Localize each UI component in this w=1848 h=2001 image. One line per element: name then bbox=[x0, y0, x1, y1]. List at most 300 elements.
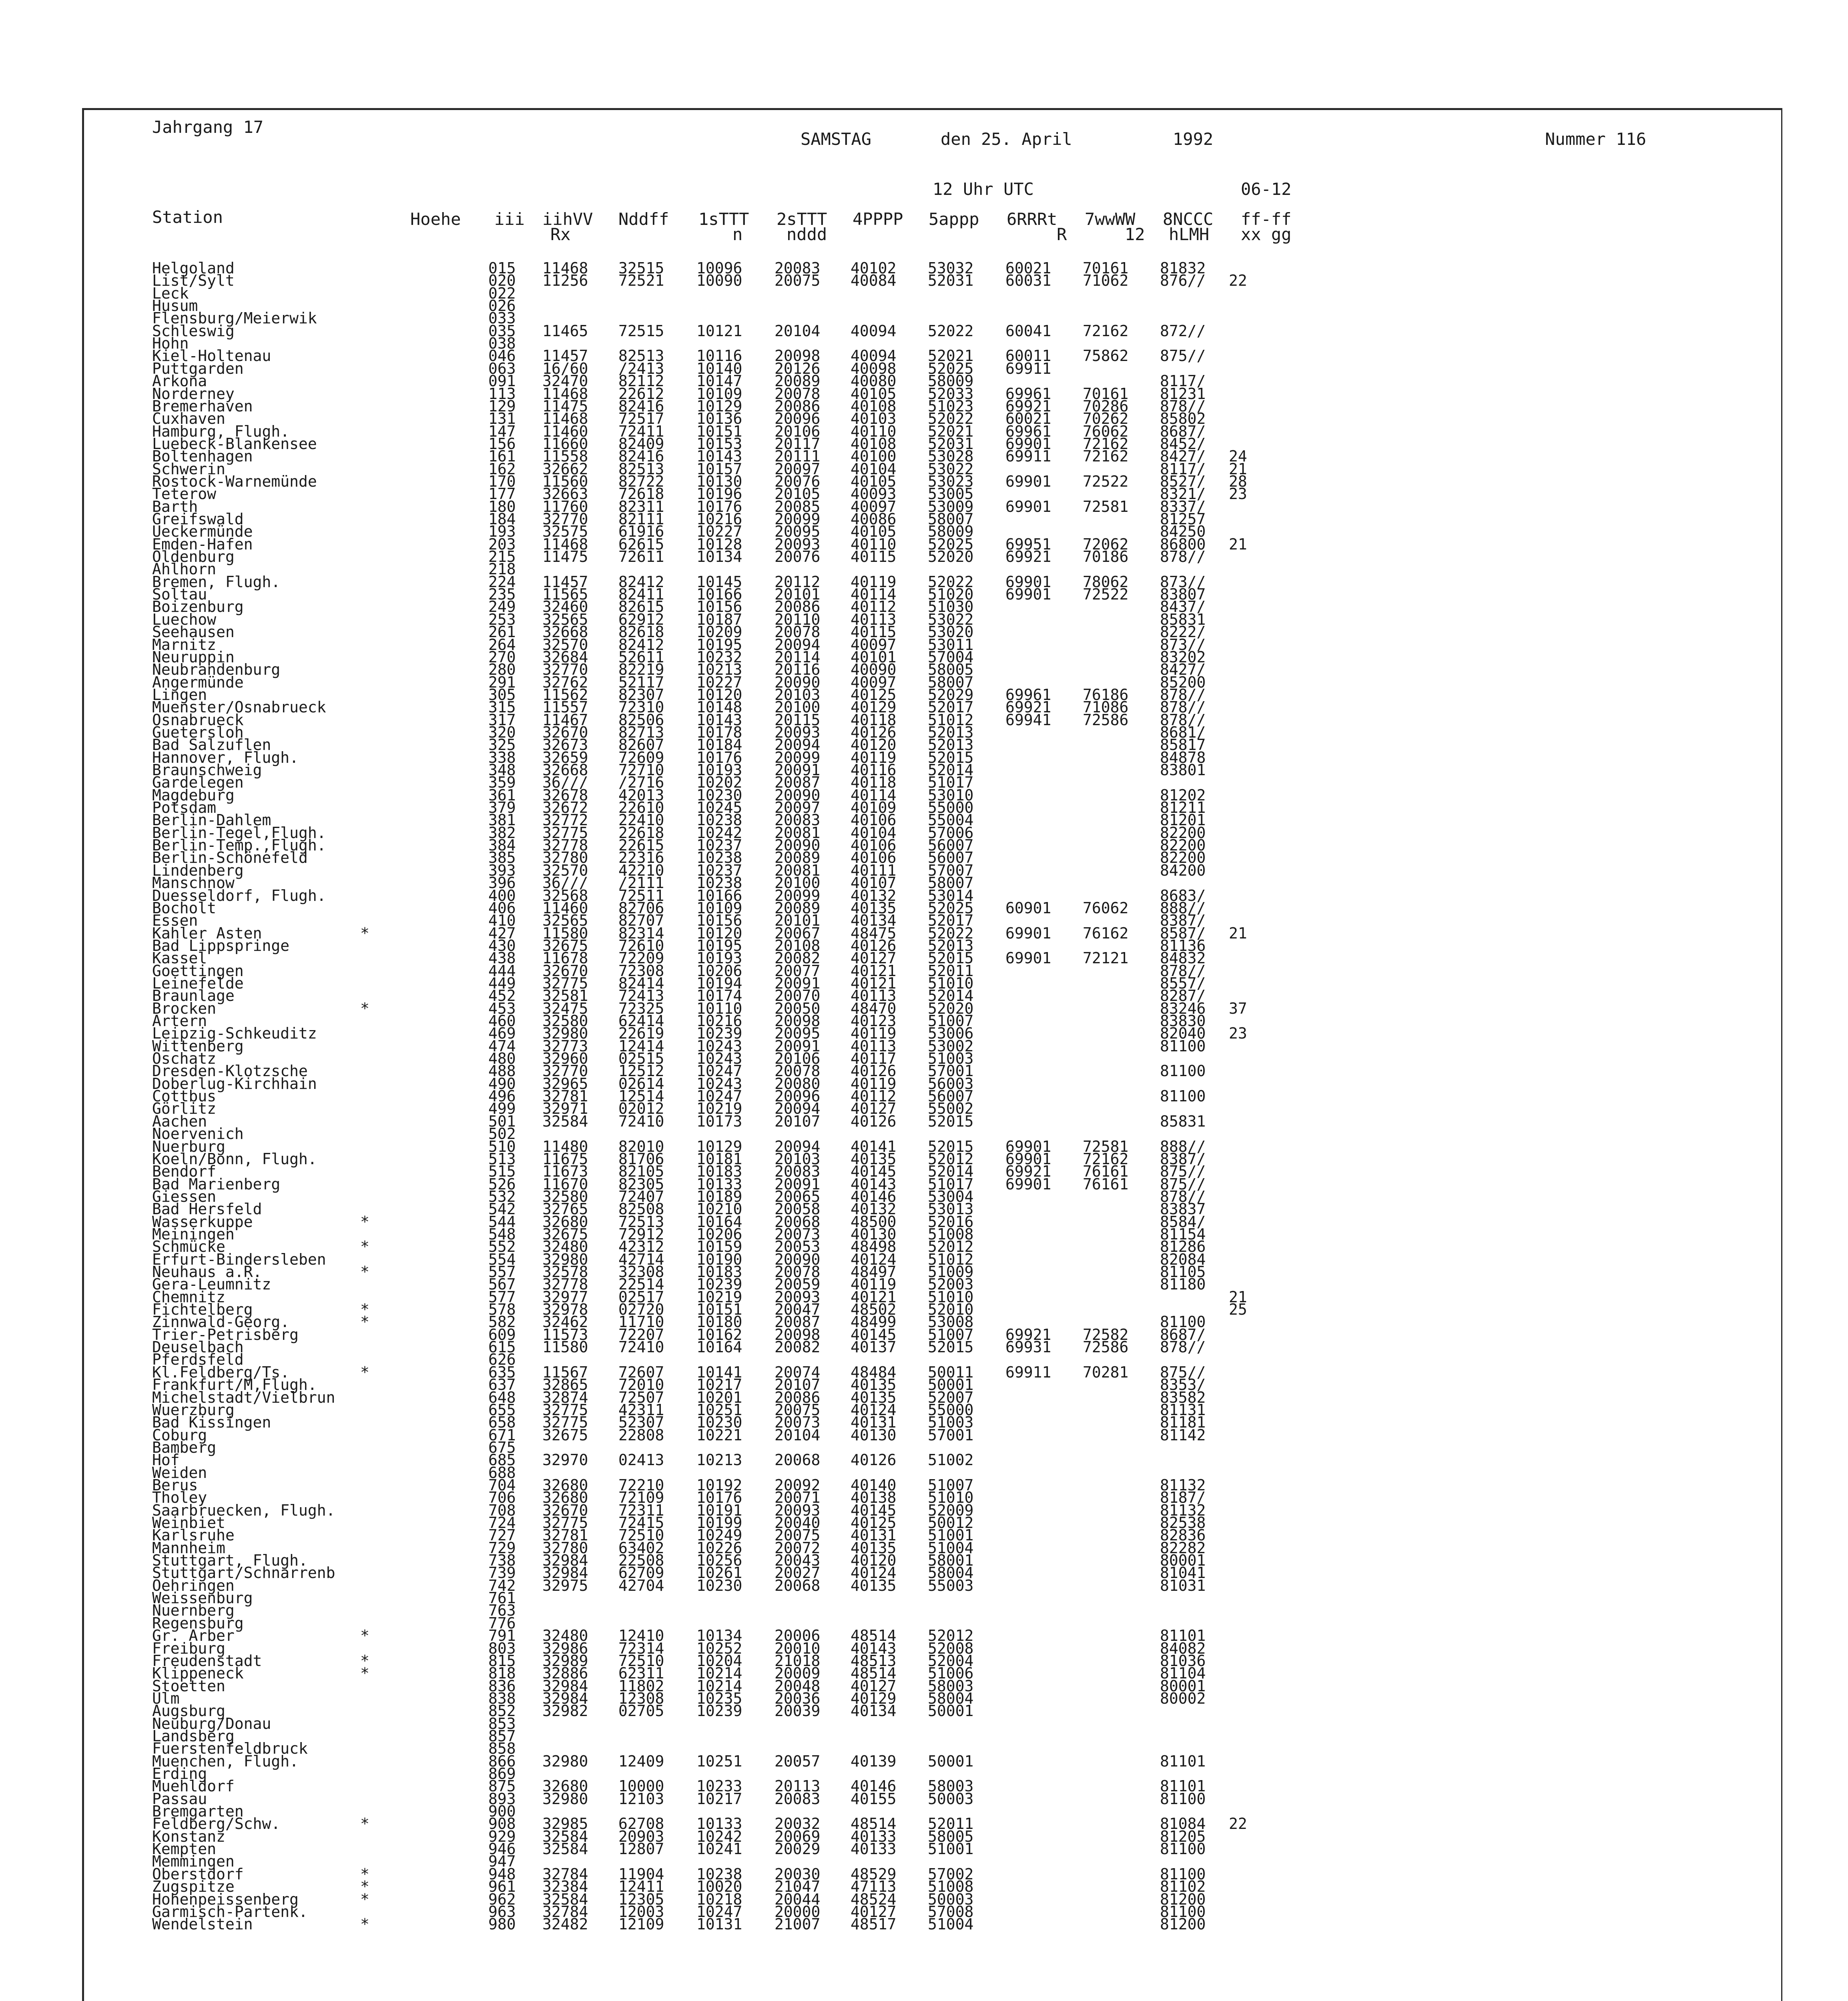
cell-value: 51003 bbox=[928, 1414, 974, 1432]
cell-value: 72210 bbox=[618, 1476, 664, 1494]
station-name: Braunschweig bbox=[152, 761, 262, 779]
station-name: Bad Kissingen bbox=[152, 1414, 271, 1432]
cell-value: 10156 bbox=[696, 598, 742, 616]
cell-value: 40126 bbox=[851, 1451, 897, 1469]
cell-value: 82722 bbox=[618, 472, 664, 490]
cell-value: 026 bbox=[488, 297, 516, 315]
cell-value: 82707 bbox=[618, 912, 664, 930]
station-name: Muehldorf bbox=[152, 1777, 235, 1795]
cell-value: 742 bbox=[488, 1576, 516, 1594]
cell-value: 82508 bbox=[618, 1200, 664, 1218]
station-name: Oberstdorf bbox=[152, 1865, 244, 1883]
cell-value: 53020 bbox=[928, 623, 974, 641]
cell-value: 10180 bbox=[696, 1313, 742, 1331]
cell-value: 22514 bbox=[618, 1275, 664, 1293]
mountain-marker: * bbox=[360, 1627, 369, 1645]
cell-value: 10176 bbox=[696, 1489, 742, 1507]
cell-value: 8437/ bbox=[1160, 598, 1206, 616]
cell-value: 40130 bbox=[851, 1225, 897, 1243]
cell-value: 32984 bbox=[542, 1552, 588, 1570]
cell-value: 452 bbox=[488, 987, 516, 1005]
cell-value: 10181 bbox=[696, 1150, 742, 1168]
cell-value: 51008 bbox=[928, 1878, 974, 1896]
cell-value: 40141 bbox=[851, 1137, 897, 1155]
cell-value: 69901 bbox=[1005, 1137, 1051, 1155]
col-2sttt-sub: nddd bbox=[787, 225, 827, 244]
issue-number: Nummer 116 bbox=[1545, 129, 1646, 149]
cell-value: 40108 bbox=[851, 397, 897, 415]
cell-value: 57007 bbox=[928, 861, 974, 879]
cell-value: 10129 bbox=[696, 397, 742, 415]
station-name: Koeln/Bonn, Flugh. bbox=[152, 1150, 317, 1168]
cell-value: 10162 bbox=[696, 1325, 742, 1343]
cell-value: 20027 bbox=[775, 1564, 821, 1582]
cell-value: 69921 bbox=[1005, 1325, 1051, 1343]
cell-value: 32770 bbox=[542, 1062, 588, 1080]
cell-value: 10156 bbox=[696, 912, 742, 930]
cell-value: 11460 bbox=[542, 422, 588, 440]
cell-value: 40146 bbox=[851, 1187, 897, 1205]
cell-value: 20116 bbox=[775, 661, 821, 679]
cell-value: 48484 bbox=[851, 1363, 897, 1381]
cell-value: 20094 bbox=[775, 736, 821, 754]
station-name: Erfurt-Bindersleben bbox=[152, 1250, 326, 1268]
cell-value: 878// bbox=[1160, 1338, 1206, 1356]
cell-value: 69911 bbox=[1005, 359, 1051, 377]
cell-value: 170 bbox=[488, 472, 516, 490]
cell-value: 53004 bbox=[928, 1187, 974, 1205]
cell-value: 10151 bbox=[696, 1301, 742, 1319]
cell-value: 36/// bbox=[542, 874, 588, 892]
station-name: Kahler Asten bbox=[152, 924, 262, 942]
cell-value: 56007 bbox=[928, 849, 974, 867]
cell-value: 21007 bbox=[775, 1915, 821, 1933]
cell-value: 69931 bbox=[1005, 1338, 1051, 1356]
cell-value: 11670 bbox=[542, 1175, 588, 1193]
cell-value: 10176 bbox=[696, 748, 742, 766]
cell-value: 20086 bbox=[775, 598, 821, 616]
cell-value: 81180 bbox=[1160, 1275, 1206, 1293]
cell-value: 76162 bbox=[1083, 924, 1129, 942]
mountain-marker: * bbox=[360, 1865, 369, 1883]
cell-value: 10245 bbox=[696, 799, 742, 817]
cell-value: 50003 bbox=[928, 1890, 974, 1908]
cell-value: 32780 bbox=[542, 849, 588, 867]
cell-value: 20097 bbox=[775, 799, 821, 817]
cell-value: 82219 bbox=[618, 661, 664, 679]
cell-value: 42312 bbox=[618, 1238, 664, 1256]
station-name: Karlsruhe bbox=[152, 1526, 235, 1544]
cell-value: 20058 bbox=[775, 1200, 821, 1218]
cell-value: 320 bbox=[488, 723, 516, 741]
cell-value: 69901 bbox=[1005, 435, 1051, 453]
cell-value: 20040 bbox=[775, 1514, 821, 1532]
cell-value: 875// bbox=[1160, 1163, 1206, 1181]
cell-value: 427 bbox=[488, 924, 516, 942]
cell-value: 82416 bbox=[618, 397, 664, 415]
cell-value: 40097 bbox=[851, 636, 897, 654]
cell-value: 40084 bbox=[851, 272, 897, 290]
cell-value: 20082 bbox=[775, 1338, 821, 1356]
col-1sttt-sub: n bbox=[732, 225, 743, 244]
cell-value: 20068 bbox=[775, 1451, 821, 1469]
cell-value: 10110 bbox=[696, 999, 742, 1017]
cell-value: 908 bbox=[488, 1815, 516, 1833]
station-name: Seehausen bbox=[152, 623, 235, 641]
cell-value: 20065 bbox=[775, 1187, 821, 1205]
cell-value: 8117/ bbox=[1160, 460, 1206, 478]
cell-value: 20110 bbox=[775, 610, 821, 628]
cell-value: 40126 bbox=[851, 1112, 897, 1130]
cell-value: 852 bbox=[488, 1702, 516, 1720]
cell-value: 469 bbox=[488, 1025, 516, 1043]
cell-value: 578 bbox=[488, 1301, 516, 1319]
cell-value: 82200 bbox=[1160, 849, 1206, 867]
cell-value: 56007 bbox=[928, 836, 974, 854]
cell-value: 32570 bbox=[542, 636, 588, 654]
cell-value: 20108 bbox=[775, 936, 821, 954]
cell-value: 50012 bbox=[928, 1514, 974, 1532]
cell-value: 10178 bbox=[696, 723, 742, 741]
cell-value: 48470 bbox=[851, 999, 897, 1017]
cell-value: 10219 bbox=[696, 1100, 742, 1118]
cell-value: 10140 bbox=[696, 359, 742, 377]
cell-value: 22 bbox=[1229, 272, 1247, 290]
cell-value: 76062 bbox=[1083, 422, 1129, 440]
cell-value: 82084 bbox=[1160, 1250, 1206, 1268]
cell-value: 52020 bbox=[928, 999, 974, 1017]
cell-value: 32515 bbox=[618, 259, 664, 277]
cell-value: 72510 bbox=[618, 1526, 664, 1544]
cell-value: 10190 bbox=[696, 1250, 742, 1268]
cell-value: 57001 bbox=[928, 1062, 974, 1080]
station-name: Brocken bbox=[152, 999, 217, 1017]
cell-value: 878// bbox=[1160, 962, 1206, 980]
cell-value: 40130 bbox=[851, 1426, 897, 1444]
cell-value: 58007 bbox=[928, 874, 974, 892]
cell-value: 72582 bbox=[1083, 1325, 1129, 1343]
station-name: Leipzig-Schkeuditz bbox=[152, 1025, 317, 1043]
cell-value: 10241 bbox=[696, 1840, 742, 1858]
cell-value: 85831 bbox=[1160, 610, 1206, 628]
cell-value: 69901 bbox=[1005, 949, 1051, 967]
cell-value: 869 bbox=[488, 1765, 516, 1782]
station-name: Chemnitz bbox=[152, 1288, 226, 1306]
cell-value: 12514 bbox=[618, 1087, 664, 1105]
cell-value: 40112 bbox=[851, 1087, 897, 1105]
cell-value: 20096 bbox=[775, 1087, 821, 1105]
cell-value: 20092 bbox=[775, 1476, 821, 1494]
cell-value: 50003 bbox=[928, 1790, 974, 1808]
cell-value: 156 bbox=[488, 435, 516, 453]
cell-value: 10237 bbox=[696, 836, 742, 854]
cell-value: 32980 bbox=[542, 1025, 588, 1043]
cell-value: 51004 bbox=[928, 1539, 974, 1557]
cell-value: 52013 bbox=[928, 723, 974, 741]
cell-value: 32772 bbox=[542, 811, 588, 829]
cell-value: 40105 bbox=[851, 523, 897, 541]
cell-value: 501 bbox=[488, 1112, 516, 1130]
cell-value: 32680 bbox=[542, 1476, 588, 1494]
cell-value: 82412 bbox=[618, 573, 664, 591]
cell-value: 51010 bbox=[928, 1288, 974, 1306]
cell-value: 52022 bbox=[928, 573, 974, 591]
cell-value: 688 bbox=[488, 1464, 516, 1482]
cell-value: 53022 bbox=[928, 460, 974, 478]
cell-value: 8587/ bbox=[1160, 924, 1206, 942]
cell-value: 10239 bbox=[696, 1275, 742, 1293]
station-name: Potsdam bbox=[152, 799, 217, 817]
cell-value: 40146 bbox=[851, 1777, 897, 1795]
cell-value: 69901 bbox=[1005, 924, 1051, 942]
station-name: Schwerin bbox=[152, 460, 226, 478]
cell-value: 20090 bbox=[775, 673, 821, 691]
cell-value: 83246 bbox=[1160, 999, 1206, 1017]
cell-value: 02515 bbox=[618, 1050, 664, 1068]
cell-value: 40109 bbox=[851, 799, 897, 817]
cell-value: 32886 bbox=[542, 1664, 588, 1682]
cell-value: 82307 bbox=[618, 686, 664, 704]
jahrgang-label: Jahrgang 17 bbox=[152, 117, 264, 137]
cell-value: 32384 bbox=[542, 1878, 588, 1896]
col-station: Station bbox=[152, 207, 223, 227]
cell-value: 161 bbox=[488, 447, 516, 465]
station-name: Bocholt bbox=[152, 899, 217, 917]
cell-value: 878// bbox=[1160, 698, 1206, 716]
cell-value: 10195 bbox=[696, 636, 742, 654]
cell-value: 82282 bbox=[1160, 1539, 1206, 1557]
cell-value: 40143 bbox=[851, 1639, 897, 1657]
cell-value: 10147 bbox=[696, 372, 742, 390]
cell-value: 72121 bbox=[1083, 949, 1129, 967]
cell-value: 10176 bbox=[696, 497, 742, 515]
cell-value: 10133 bbox=[696, 1175, 742, 1193]
cell-value: 81041 bbox=[1160, 1564, 1206, 1582]
cell-value: 10242 bbox=[696, 1827, 742, 1845]
cell-value: 82836 bbox=[1160, 1526, 1206, 1544]
station-name: Manschnow bbox=[152, 874, 235, 892]
cell-value: 55002 bbox=[928, 1100, 974, 1118]
cell-value: 58003 bbox=[928, 1677, 974, 1695]
cell-value: 10249 bbox=[696, 1526, 742, 1544]
cell-value: 10242 bbox=[696, 824, 742, 842]
cell-value: 72912 bbox=[618, 1225, 664, 1243]
station-name: Oldenburg bbox=[152, 548, 235, 566]
cell-value: 502 bbox=[488, 1125, 516, 1143]
station-name: Regensburg bbox=[152, 1614, 244, 1632]
cell-value: 113 bbox=[488, 385, 516, 403]
cell-value: 71062 bbox=[1083, 272, 1129, 290]
cell-value: 554 bbox=[488, 1250, 516, 1268]
col-6rrrt-sub: R bbox=[1057, 225, 1067, 244]
cell-value: 52003 bbox=[928, 1275, 974, 1293]
cell-value: 20112 bbox=[775, 573, 821, 591]
cell-value: 82538 bbox=[1160, 1514, 1206, 1532]
cell-value: 20078 bbox=[775, 1062, 821, 1080]
station-name: Norderney bbox=[152, 385, 235, 403]
cell-value: 10216 bbox=[696, 1012, 742, 1030]
cell-value: 20076 bbox=[775, 548, 821, 566]
cell-value: 32971 bbox=[542, 1100, 588, 1118]
cell-value: 52009 bbox=[928, 1501, 974, 1519]
cell-value: 51007 bbox=[928, 1325, 974, 1343]
cell-value: 62414 bbox=[618, 1012, 664, 1030]
cell-value: 52022 bbox=[928, 410, 974, 428]
cell-value: 20113 bbox=[775, 1777, 821, 1795]
observation-time: 12 Uhr UTC bbox=[933, 179, 1034, 199]
cell-value: 10226 bbox=[696, 1539, 742, 1557]
cell-value: 58005 bbox=[928, 1827, 974, 1845]
station-name: Arkona bbox=[152, 372, 207, 390]
cell-value: 20101 bbox=[775, 912, 821, 930]
station-name: Bremen, Flugh. bbox=[152, 573, 281, 591]
cell-value: 32565 bbox=[542, 610, 588, 628]
cell-value: 22 bbox=[1229, 1815, 1247, 1833]
cell-value: 20047 bbox=[775, 1301, 821, 1319]
cell-value: 20080 bbox=[775, 1075, 821, 1093]
cell-value: 317 bbox=[488, 711, 516, 729]
cell-value: 32580 bbox=[542, 1187, 588, 1205]
cell-value: 40140 bbox=[851, 1476, 897, 1494]
cell-value: 24 bbox=[1229, 447, 1247, 465]
cell-value: 40104 bbox=[851, 460, 897, 478]
cell-value: 40145 bbox=[851, 1501, 897, 1519]
cell-value: 51007 bbox=[928, 1012, 974, 1030]
cell-value: 40123 bbox=[851, 1012, 897, 1030]
cell-value: 81286 bbox=[1160, 1238, 1206, 1256]
cell-value: 72618 bbox=[618, 485, 664, 503]
cell-value: 20078 bbox=[775, 623, 821, 641]
station-name: Essen bbox=[152, 912, 198, 930]
cell-value: 55003 bbox=[928, 1576, 974, 1594]
cell-value: 20107 bbox=[775, 1112, 821, 1130]
cell-value: 52016 bbox=[928, 1213, 974, 1231]
cell-value: 218 bbox=[488, 560, 516, 578]
cell-value: 70186 bbox=[1083, 548, 1129, 566]
cell-value: 52014 bbox=[928, 761, 974, 779]
cell-value: 40139 bbox=[851, 1752, 897, 1770]
cell-value: 40133 bbox=[851, 1840, 897, 1858]
cell-value: 10217 bbox=[696, 1790, 742, 1808]
station-name: Fichtelberg bbox=[152, 1301, 253, 1319]
cell-value: 78062 bbox=[1083, 573, 1129, 591]
cell-value: 20081 bbox=[775, 861, 821, 879]
cell-value: 40106 bbox=[851, 811, 897, 829]
cell-value: 40103 bbox=[851, 410, 897, 428]
cell-value: 40127 bbox=[851, 1100, 897, 1118]
cell-value: 40113 bbox=[851, 1037, 897, 1055]
cell-value: 84250 bbox=[1160, 523, 1206, 541]
cell-value: 40145 bbox=[851, 1325, 897, 1343]
cell-value: 20098 bbox=[775, 1325, 821, 1343]
cell-value: 51010 bbox=[928, 974, 974, 992]
station-name: Landsberg bbox=[152, 1727, 235, 1745]
cell-value: 52029 bbox=[928, 686, 974, 704]
station-name: Leck bbox=[152, 284, 189, 302]
cell-value: 32784 bbox=[542, 1865, 588, 1883]
station-name: Neuburg/Donau bbox=[152, 1714, 271, 1732]
cell-value: 82618 bbox=[618, 623, 664, 641]
cell-value: 51012 bbox=[928, 711, 974, 729]
station-name: Gardelegen bbox=[152, 774, 244, 792]
cell-value: 20107 bbox=[775, 1376, 821, 1394]
cell-value: 410 bbox=[488, 912, 516, 930]
station-name: Ueckermünde bbox=[152, 523, 253, 541]
station-name: Artern bbox=[152, 1012, 207, 1030]
station-name: Magdeburg bbox=[152, 786, 235, 804]
cell-value: 11802 bbox=[618, 1677, 664, 1695]
cell-value: 40100 bbox=[851, 447, 897, 465]
station-name: Ulm bbox=[152, 1689, 180, 1707]
cell-value: 12308 bbox=[618, 1689, 664, 1707]
cell-value: 11460 bbox=[542, 899, 588, 917]
cell-value: 379 bbox=[488, 799, 516, 817]
cell-value: 22316 bbox=[618, 849, 664, 867]
cell-value: 261 bbox=[488, 623, 516, 641]
cell-value: 22615 bbox=[618, 836, 664, 854]
cell-value: 20091 bbox=[775, 1175, 821, 1193]
cell-value: 53011 bbox=[928, 636, 974, 654]
station-name: Osnabrueck bbox=[152, 711, 244, 729]
cell-value: 10143 bbox=[696, 447, 742, 465]
cell-value: 10191 bbox=[696, 1501, 742, 1519]
cell-value: 10247 bbox=[696, 1087, 742, 1105]
station-name: Lindenberg bbox=[152, 861, 244, 879]
cell-value: 23 bbox=[1229, 1025, 1247, 1043]
cell-value: 20039 bbox=[775, 1702, 821, 1720]
cell-value: 791 bbox=[488, 1627, 516, 1645]
cell-value: 81200 bbox=[1160, 1890, 1206, 1908]
cell-value: 430 bbox=[488, 936, 516, 954]
cell-value: 22618 bbox=[618, 824, 664, 842]
cell-value: 20099 bbox=[775, 748, 821, 766]
cell-value: 85200 bbox=[1160, 673, 1206, 691]
cell-value: 40145 bbox=[851, 1163, 897, 1181]
cell-value: 51008 bbox=[928, 1225, 974, 1243]
cell-value: 10206 bbox=[696, 1225, 742, 1243]
cell-value: 40106 bbox=[851, 849, 897, 867]
cell-value: 20089 bbox=[775, 372, 821, 390]
cell-value: 438 bbox=[488, 949, 516, 967]
station-name: Gr. Arber bbox=[152, 1627, 235, 1645]
cell-value: 10219 bbox=[696, 1288, 742, 1306]
cell-value: 544 bbox=[488, 1213, 516, 1231]
station-name: Stoetten bbox=[152, 1677, 226, 1695]
station-name: Tholey bbox=[152, 1489, 207, 1507]
cell-value: 62615 bbox=[618, 535, 664, 553]
cell-value: 72410 bbox=[618, 1338, 664, 1356]
cell-value: 40119 bbox=[851, 1025, 897, 1043]
cell-value: 40097 bbox=[851, 673, 897, 691]
cell-value: 10243 bbox=[696, 1075, 742, 1093]
cell-value: 20032 bbox=[775, 1815, 821, 1833]
cell-value: 184 bbox=[488, 510, 516, 528]
cell-value: 20086 bbox=[775, 1388, 821, 1406]
cell-value: 32982 bbox=[542, 1702, 588, 1720]
cell-value: 129 bbox=[488, 397, 516, 415]
cell-value: 510 bbox=[488, 1137, 516, 1155]
cell-value: 52012 bbox=[928, 1150, 974, 1168]
cell-value: 40134 bbox=[851, 912, 897, 930]
cell-value: 10237 bbox=[696, 861, 742, 879]
mountain-marker: * bbox=[360, 1664, 369, 1682]
cell-value: 20081 bbox=[775, 824, 821, 842]
cell-value: 015 bbox=[488, 259, 516, 277]
cell-value: 40127 bbox=[851, 949, 897, 967]
cell-value: 72581 bbox=[1083, 1137, 1129, 1155]
station-name: Feldberg/Schw. bbox=[152, 1815, 281, 1833]
cell-value: 40121 bbox=[851, 974, 897, 992]
